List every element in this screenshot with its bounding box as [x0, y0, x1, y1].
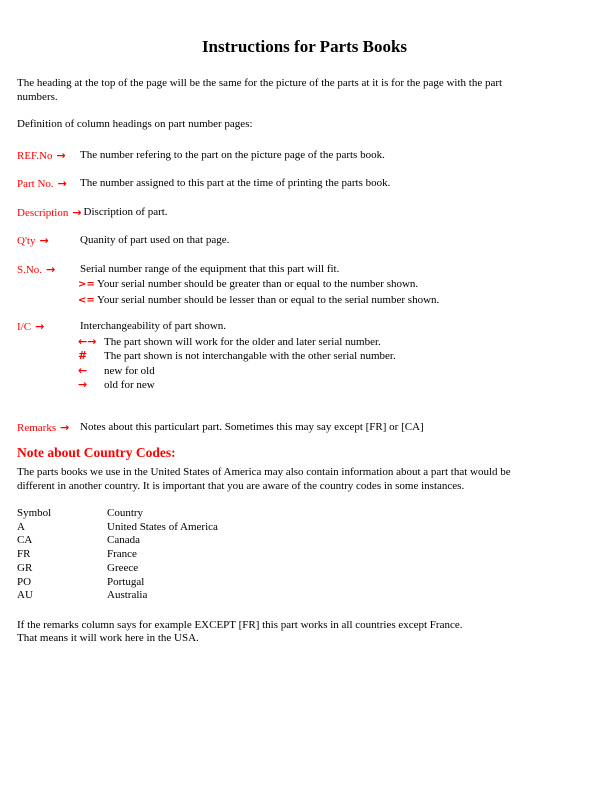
column-label-qty: [17, 234, 80, 249]
column-label-text: I/C: [17, 321, 32, 333]
ic-rule-not-interchangeable: [78, 349, 592, 364]
country-table: [17, 507, 592, 603]
country-cell: Portugal: [107, 575, 145, 588]
column-label-text: S.No.: [17, 263, 43, 276]
definition-row-refno: [17, 149, 592, 164]
country-cell: Australia: [107, 589, 148, 602]
sno-rule-text: Your serial number should be lesser than or equal to the serial number shown.: [97, 293, 440, 306]
symbol-header-cell: Symbol: [17, 507, 52, 519]
column-label-text: Part No.: [17, 178, 54, 190]
sno-rule-greater-equal: [78, 277, 592, 293]
country-codes-note-line-2: different in another country. It is important that you are aware of the country codes in some instances.: [17, 479, 465, 492]
column-label-refno: [17, 149, 80, 164]
definition-row-sno: [17, 263, 592, 309]
sno-rule-text: Your serial number should be greater than or equal to the number shown.: [97, 278, 419, 290]
symbol-cell: FR: [17, 548, 31, 561]
column-label-text: Description: [17, 206, 69, 219]
ic-rule-both-ways: [78, 335, 592, 350]
column-description: The number assigned to this part at the time of printing the parts book.: [80, 177, 391, 189]
symbol-cell: GR: [17, 561, 33, 574]
symbol-cell: PO: [17, 575, 32, 588]
symbol-cell: AU: [17, 589, 33, 602]
country-header-cell: Country: [107, 507, 144, 519]
table-row: [17, 548, 592, 562]
right-arrow-icon: →: [35, 320, 45, 333]
closing-paragraph: [17, 619, 592, 646]
country-codes-note: [17, 466, 592, 493]
table-row: [17, 576, 592, 590]
country-cell: Greece: [107, 561, 139, 574]
page-title: Instructions for Parts Books: [201, 37, 408, 56]
ic-rule-old-for-new: [78, 378, 592, 393]
column-label-text: Q'ty: [17, 235, 36, 247]
ic-rule-text: The part shown is not interchangable with the other serial number.: [104, 350, 396, 362]
right-arrow-icon: →: [39, 234, 49, 247]
definition-heading: Definition of column headings on part number pages:: [17, 118, 253, 130]
ic-rule-new-for-old: [78, 364, 592, 379]
column-label-description: [17, 206, 84, 221]
column-label-partno: [17, 177, 80, 192]
closing-line-1: If the remarks column says for example EXCEPT [FR] this part works in all countries except France.: [17, 618, 463, 631]
intro-line-2: numbers.: [17, 90, 58, 103]
country-codes-heading: Note about Country Codes:: [17, 445, 176, 460]
column-description: Discription of part.: [83, 205, 168, 218]
symbol-cell: CA: [17, 534, 33, 547]
column-description: Quanity of part used on that page.: [80, 234, 230, 246]
intro-paragraph: [17, 77, 592, 104]
intro-line-1: The heading at the top of the page will be the same for the picture of the parts at it is for the page with the part: [17, 77, 503, 89]
left-right-arrow-icon: ←→: [78, 334, 97, 348]
column-label-sno: [17, 263, 80, 278]
closing-line-2: That means it will work here in the USA.: [17, 632, 199, 645]
definition-row-partno: [17, 177, 592, 192]
definition-row-remarks: [17, 421, 592, 436]
column-label-remarks: [17, 421, 80, 436]
column-description: The number refering to the part on the picture page of the parts book.: [80, 148, 385, 161]
definition-list: [17, 149, 592, 436]
table-header-row: [17, 507, 592, 521]
right-arrow-icon: →: [72, 205, 82, 219]
column-label-ic: [17, 320, 80, 335]
right-arrow-icon: →: [60, 420, 70, 434]
ic-rule-text: The part shown will work for the older and later serial number.: [104, 335, 381, 348]
ic-rule-text: old for new: [104, 379, 155, 391]
hash-symbol: #: [78, 349, 88, 362]
left-arrow-icon: ←: [78, 363, 88, 377]
table-row: [17, 521, 592, 535]
right-arrow-icon: →: [56, 148, 66, 162]
sno-rule-less-equal: [78, 293, 592, 309]
table-row: [17, 562, 592, 576]
definition-row-ic: [17, 320, 592, 393]
right-arrow-icon: →: [78, 378, 88, 391]
country-cell: Canada: [107, 534, 140, 547]
table-row: [17, 589, 592, 603]
column-description: Interchangeability of part shown.: [80, 320, 227, 332]
column-label-text: REF.No: [17, 149, 53, 162]
column-description: Serial number range of the equipment that this part will fit.: [80, 262, 340, 275]
right-arrow-icon: →: [57, 177, 67, 190]
definition-row-description: [17, 206, 592, 221]
ic-rule-text: new for old: [104, 364, 155, 377]
country-cell: France: [107, 548, 137, 561]
table-row: [17, 534, 592, 548]
country-codes-note-line-1: The parts books we use in the United States of America may also contain information about a part that would be: [17, 466, 511, 478]
definition-row-qty: [17, 234, 592, 249]
country-cell: United States of America: [107, 520, 218, 533]
less-equal-symbol: <=: [78, 294, 95, 306]
symbol-cell: A: [17, 520, 25, 533]
column-label-text: Remarks: [17, 421, 57, 434]
right-arrow-icon: →: [46, 262, 56, 276]
greater-equal-symbol: >=: [78, 279, 95, 290]
column-description: Notes about this particulart part. Sometimes this may say except [FR] or [CA]: [80, 420, 424, 433]
